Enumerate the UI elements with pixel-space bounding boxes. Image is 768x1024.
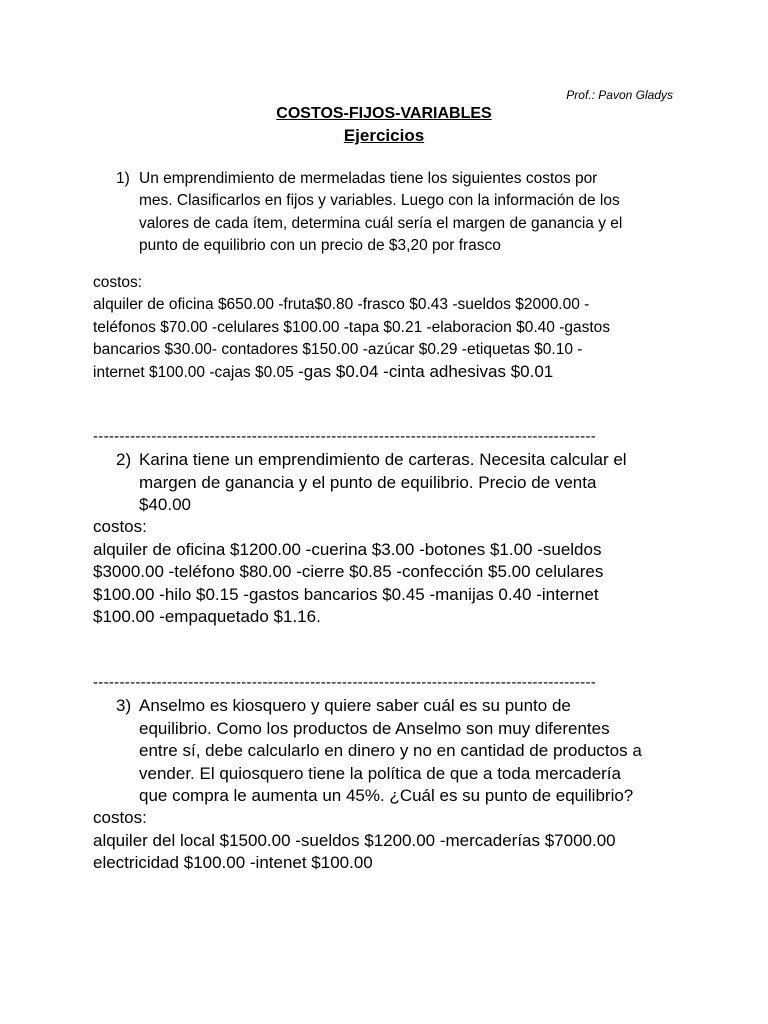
statement-line: equilibrio. Como los productos de Anselmo son muy diferentes xyxy=(139,718,610,738)
costs-line: bancarios $30.00- contadores $150.00 -azúcar $0.29 -etiquetas $0.10 - xyxy=(93,340,583,358)
exercise-2-costs xyxy=(93,516,683,629)
statement-line: Un emprendimiento de mermeladas tiene los siguientes costos por xyxy=(139,170,598,187)
statement-line: Karina tiene un emprendimiento de carteras. Necesita calcular el xyxy=(139,450,627,469)
separator-line: ----------------------------------------------------------------------------------------------- xyxy=(93,674,597,691)
exercise-2-number: 2) xyxy=(116,450,132,469)
costs-segment-large: -gas $0.04 -cinta adhesivas $0.01 xyxy=(298,362,554,382)
exercise-3-costs xyxy=(93,807,683,875)
exercise-1-costs xyxy=(93,272,683,384)
costs-line: $100.00 -empaquetado $1.16. xyxy=(93,607,321,626)
statement-line: mes. Clasificarlos en fijos y variables. Luego con la información de los xyxy=(139,192,620,210)
author-line: Prof.: Pavon Gladys xyxy=(566,88,673,102)
statement-line: margen de ganancia y el punto de equilibrio. Precio de venta xyxy=(139,472,597,492)
statement-line: punto de equilibrio con un precio de $3,20 por frasco xyxy=(139,236,501,254)
costs-line: alquiler del local $1500.00 -sueldos $1200.00 -mercaderías $7000.00 xyxy=(93,830,616,850)
costs-line: teléfonos $70.00 -celulares $100.00 -tapa $0.21 -elaboracion $0.40 -gastos xyxy=(93,318,611,336)
costs-line: $100.00 -hilo $0.15 -gastos bancarios $0.45 -manijas 0.40 -internet xyxy=(93,584,599,604)
costs-segment: internet $100.00 -cajas $0.05 xyxy=(93,364,299,382)
costs-line: electricidad $100.00 -intenet $100.00 xyxy=(93,853,373,872)
separator-line: ----------------------------------------------------------------------------------------------- xyxy=(93,428,597,445)
statement-line: que compra le aumenta un 45%. ¿Cuál es su punto de equilibrio? xyxy=(139,786,634,805)
statement-line: vender. El quiosquero tiene la política de que a toda mercadería xyxy=(139,763,621,783)
statement-line: $40.00 xyxy=(139,495,191,514)
costs-line: alquiler de oficina $1200.00 -cuerina $3.00 -botones $1.00 -sueldos xyxy=(93,539,602,559)
exercise-1-number: 1) xyxy=(116,170,130,187)
exercise-3-statement xyxy=(139,695,679,808)
costs-label: costos: xyxy=(93,808,147,827)
document-title: COSTOS-FIJOS-VARIABLES xyxy=(276,105,492,122)
statement-line: entre sí, debe calcularlo en dinero y no en cantidad de productos a xyxy=(139,741,642,760)
costs-line-last xyxy=(93,361,683,384)
exercise-1-statement xyxy=(139,168,679,257)
costs-line: alquiler de oficina $650.00 -fruta$0.80 -frasco $0.43 -sueldos $2000.00 - xyxy=(93,296,590,314)
costs-label: costos: xyxy=(93,517,147,536)
statement-line: valores de cada ítem, determina cuál sería el margen de ganancia y el xyxy=(139,214,623,232)
costs-line: $3000.00 -teléfono $80.00 -cierre $0.85 -confección $5.00 celulares xyxy=(93,562,604,581)
exercise-2-statement xyxy=(139,449,679,517)
exercise-3-number: 3) xyxy=(116,696,132,715)
costs-label: costos: xyxy=(93,274,143,291)
statement-line: Anselmo es kiosquero y quiere saber cuál es su punto de xyxy=(139,696,571,715)
document-subtitle: Ejercicios xyxy=(343,126,425,145)
